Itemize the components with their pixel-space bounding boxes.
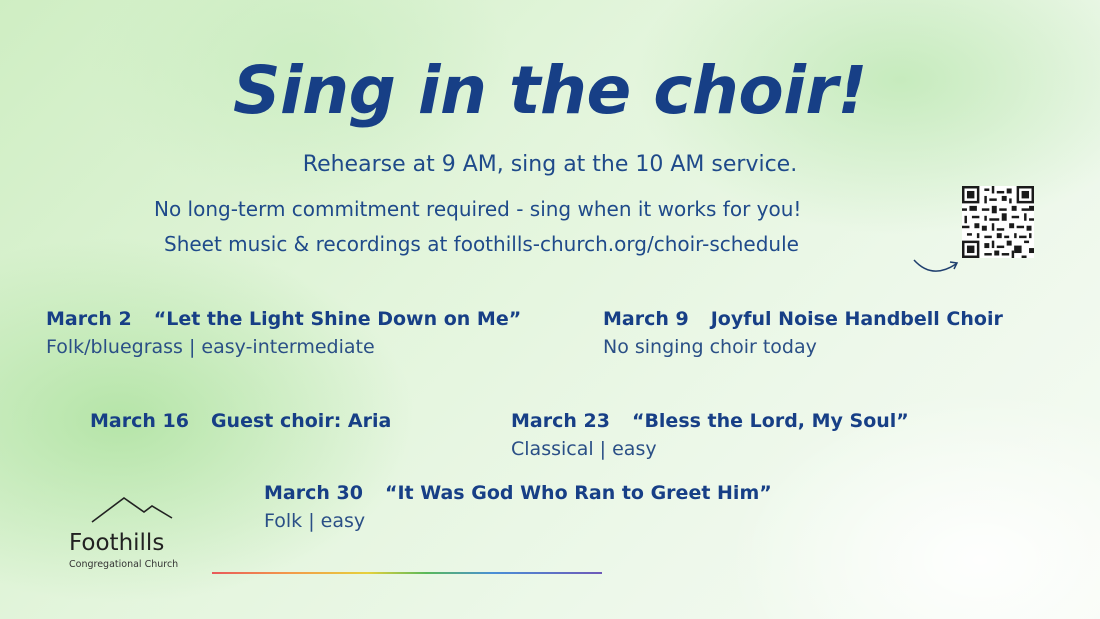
commitment-line: No long-term commitment required - sing when it works for you! — [154, 197, 802, 221]
event-march-2 — [46, 308, 521, 358]
mountain-logo-icon — [64, 494, 174, 524]
event-march-16 — [90, 410, 391, 432]
rainbow-divider — [212, 572, 602, 574]
event-date: March 16 — [90, 410, 189, 432]
page-title: Sing in the choir! — [233, 52, 867, 129]
event-title: Guest choir: Aria — [210, 410, 392, 432]
event-march-9 — [603, 308, 1003, 358]
event-title: “It Was God Who Ran to Greet Him” — [384, 482, 772, 504]
event-desc: Folk/bluegrass | easy-intermediate — [46, 336, 375, 358]
event-desc: No singing choir today — [603, 336, 817, 358]
qr-code-icon[interactable] — [962, 186, 1034, 258]
curved-arrow-icon — [912, 256, 962, 278]
event-title: “Let the Light Shine Down on Me” — [153, 308, 522, 330]
subtitle: Rehearse at 9 AM, sing at the 10 AM service. — [302, 152, 798, 177]
event-date: March 30 — [264, 482, 363, 504]
event-desc: Classical | easy — [511, 438, 657, 460]
event-desc: Folk | easy — [264, 510, 366, 532]
event-march-30 — [264, 482, 772, 532]
event-march-23 — [511, 410, 909, 460]
church-logo — [64, 494, 204, 570]
logo-name: Foothills — [69, 530, 165, 556]
event-date: March 9 — [603, 308, 689, 330]
sheet-music-line: Sheet music & recordings at foothills-church.org/choir-schedule — [164, 232, 799, 256]
event-title: Joyful Noise Handbell Choir — [710, 308, 1003, 330]
event-date: March 2 — [46, 308, 132, 330]
event-date: March 23 — [511, 410, 610, 432]
event-title: “Bless the Lord, My Soul” — [631, 410, 909, 432]
logo-church: Congregational Church — [69, 559, 179, 570]
